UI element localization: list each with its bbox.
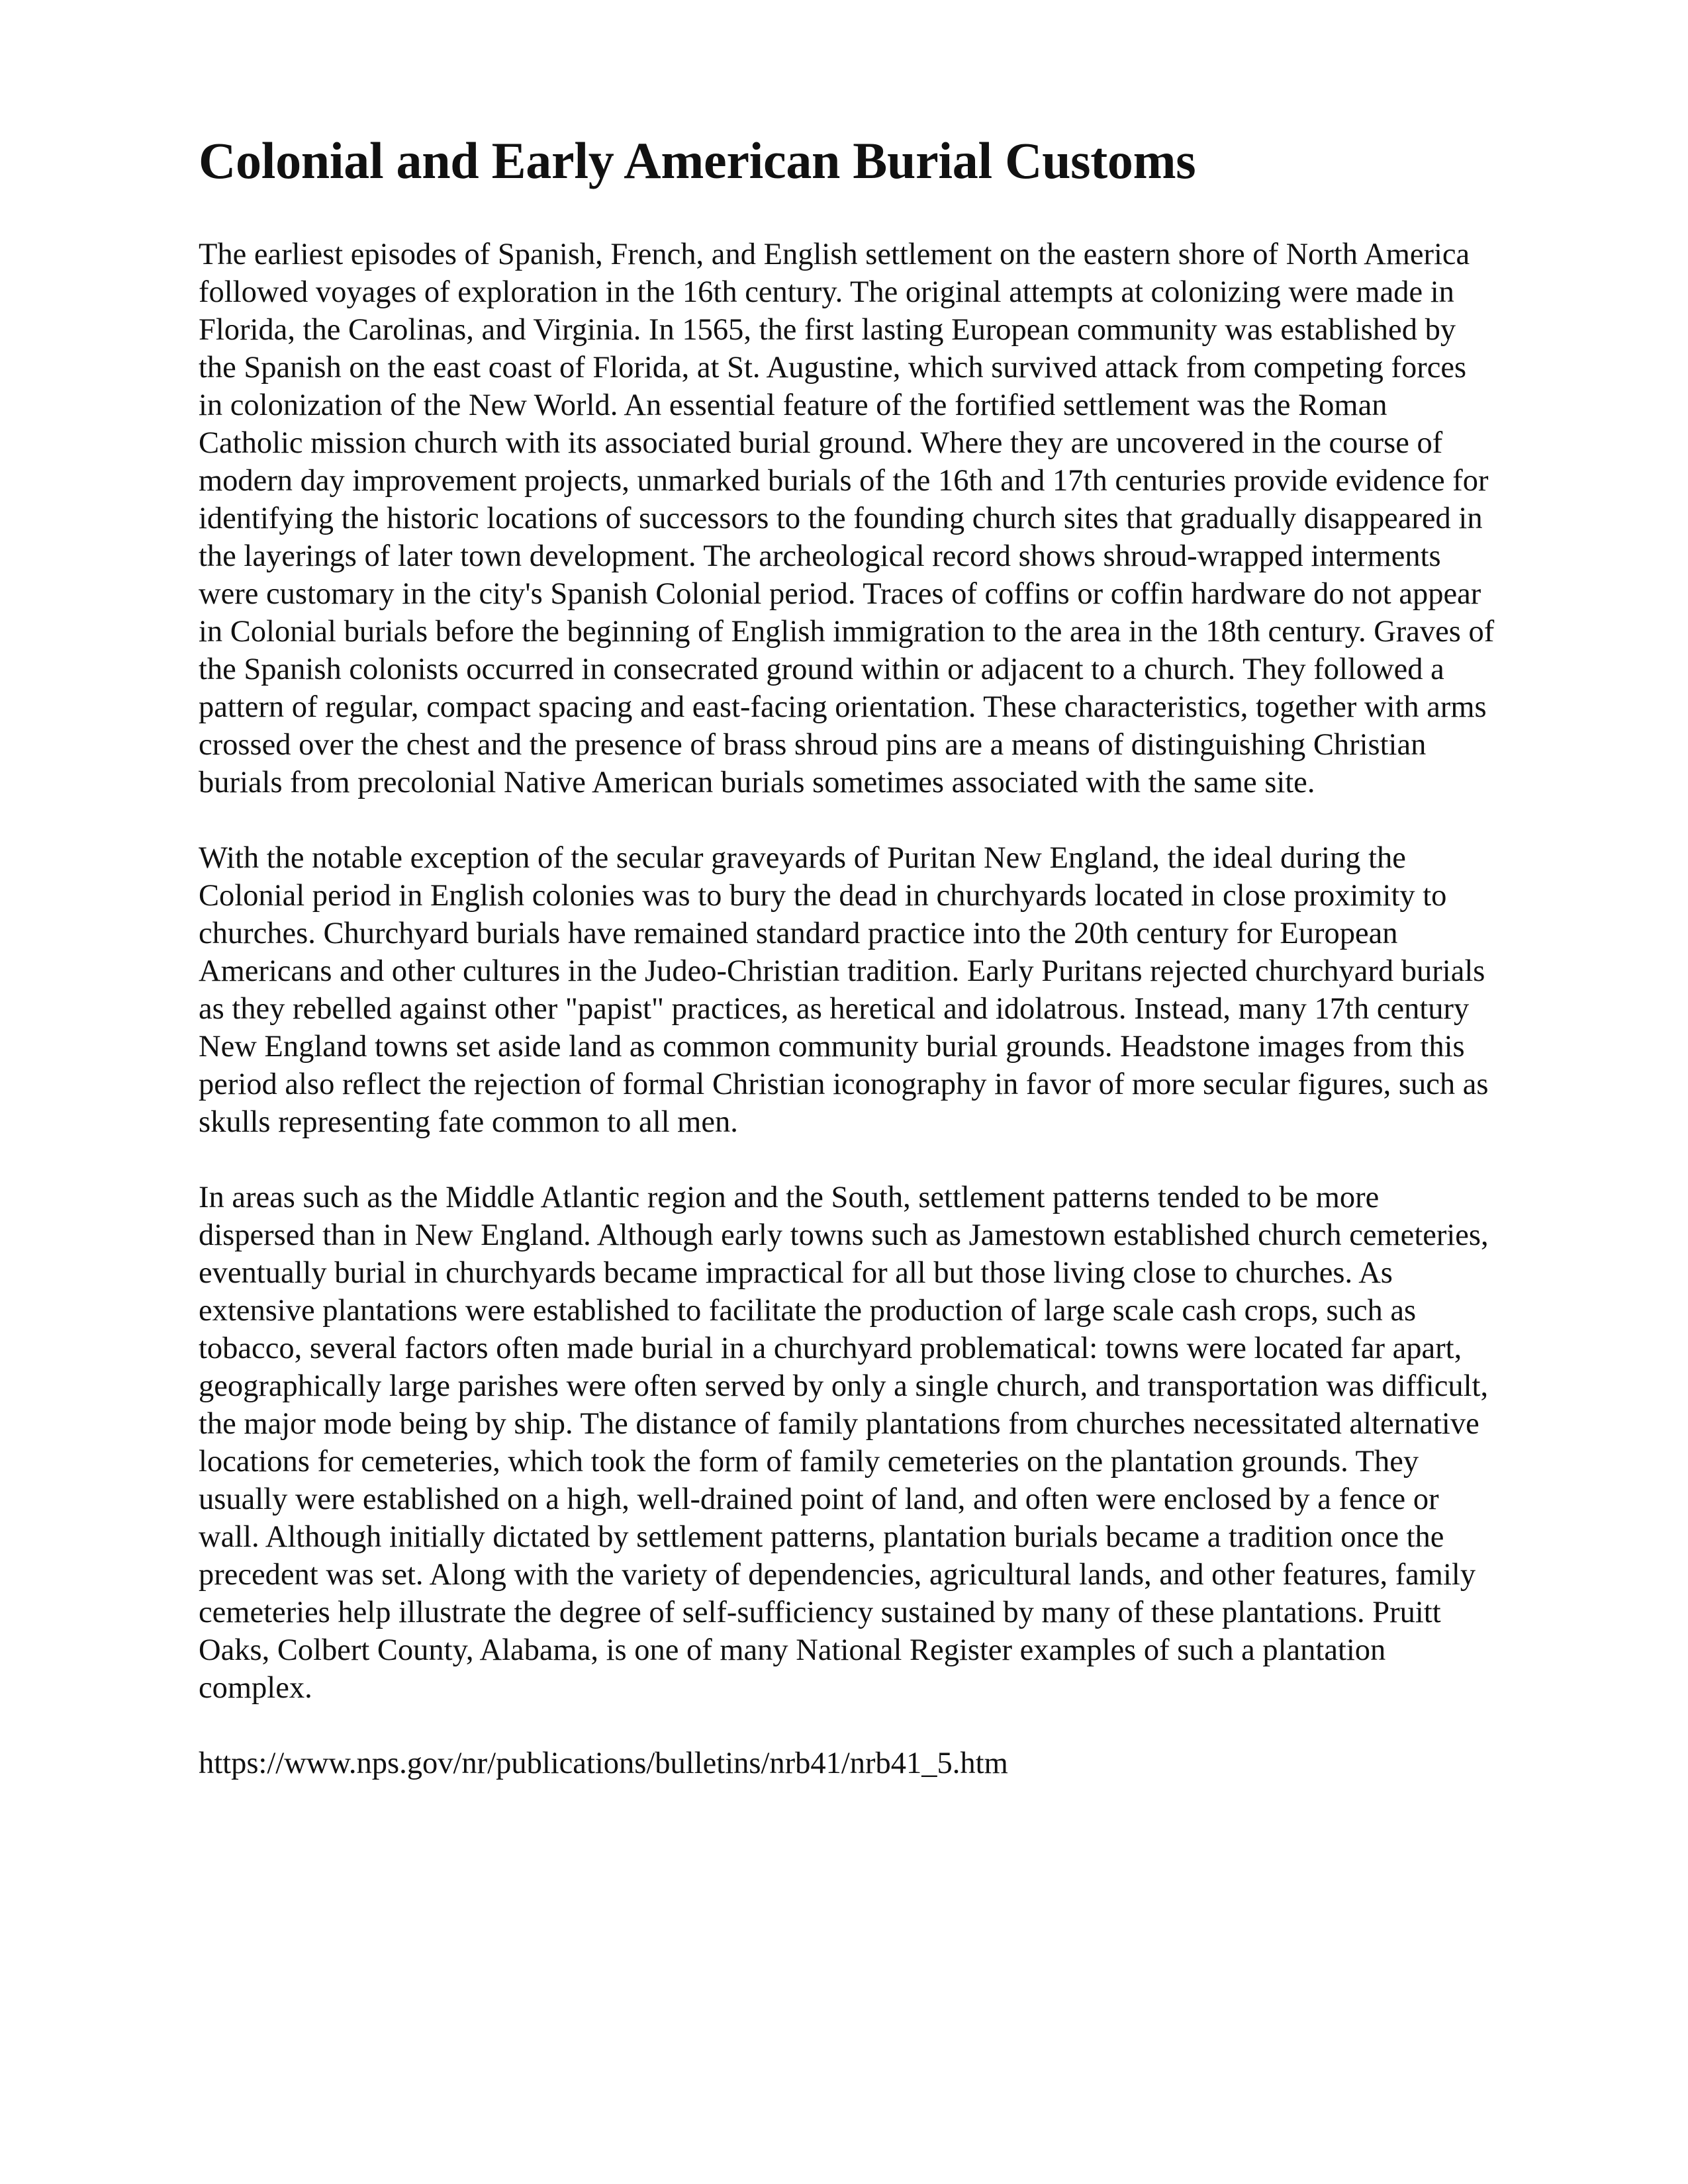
paragraph-plantation-burials: In areas such as the Middle Atlantic region and the South, settlement patterns tended to be more dispersed than in New England. Although early towns such as Jamestown established church cemeteries, eventually burial in churchyards became impractical for all but those living close to churches. As extensive plantations were established to facilitate the production of large scale cash crops, such as tobacco, several factors often made burial in a churchyard problematical: towns were located far apart, geographically large parishes were often served by only a single church, and transportation was difficult, the major mode being by ship. The distance of family plantations from churches necessitated alternative locations for cemeteries, which took the form of family cemeteries on the plantation grounds. They usually were established on a high, well-drained point of land, and often were enclosed by a fence or wall. Although initially dictated by settlement patterns, plantation burials became a tradition once the precedent was set. Along with the variety of dependencies, agricultural lands, and other features, family cemeteries help illustrate the degree of self-sufficiency sustained by many of these plantations. Pruitt Oaks, Colbert County, Alabama, is one of many National Register examples of such a plantation complex. — [199, 1180, 1489, 1705]
paragraph-spanish-colonial: The earliest episodes of Spanish, French, and English settlement on the eastern shore of North America followed voyages of exploration in the 16th century. The original attempts at colonizing were made in Florida, the Carolinas, and Virginia. In 1565, the first lasting European community was established by the Spanish on the east coast of Florida, at St. Augustine, which survived attack from competing forces in colonization of the New World. An essential feature of the fortified settlement was the Roman Catholic mission church with its associated burial ground. Where they are uncovered in the course of modern day improvement projects, unmarked burials of the 16th and 17th centuries provide evidence for identifying the historic locations of successors to the founding church sites that gradually disappeared in the layerings of later town development. The archeological record shows shroud-wrapped interments were customary in the city's Spanish Colonial period. Traces of coffins or coffin hardware do not appear in Colonial burials before the beginning of English immigration to the area in the 18th century. Graves of the Spanish colonists occurred in consecrated ground within or adjacent to a church. They followed a pattern of regular, compact spacing and east-facing orientation. These characteristics, together with arms crossed over the chest and the presence of brass shroud pins are a means of distinguishing Christian burials from precolonial Native American burials sometimes associated with the same site. — [199, 237, 1495, 799]
source-url: https://www.nps.gov/nr/publications/bulletins/nrb41/nrb41_5.htm — [199, 1746, 1008, 1780]
document-title: Colonial and Early American Burial Customs — [199, 132, 1196, 189]
paragraph-puritan-new-england: With the notable exception of the secular graveyards of Puritan New England, the ideal during the Colonial period in English colonies was to bury the dead in churchyards located in close proximity to churches. Churchyard burials have remained standard practice into the 20th century for European Americans and other cultures in the Judeo-Christian tradition. Early Puritans rejected churchyard burials as they rebelled against other "papist" practices, as heretical and idolatrous. Instead, many 17th century New England towns set aside land as common community burial grounds. Headstone images from this period also reflect the rejection of formal Christian iconography in favor of more secular figures, such as skulls representing fate common to all men. — [199, 841, 1489, 1139]
document-page — [199, 132, 1496, 1782]
